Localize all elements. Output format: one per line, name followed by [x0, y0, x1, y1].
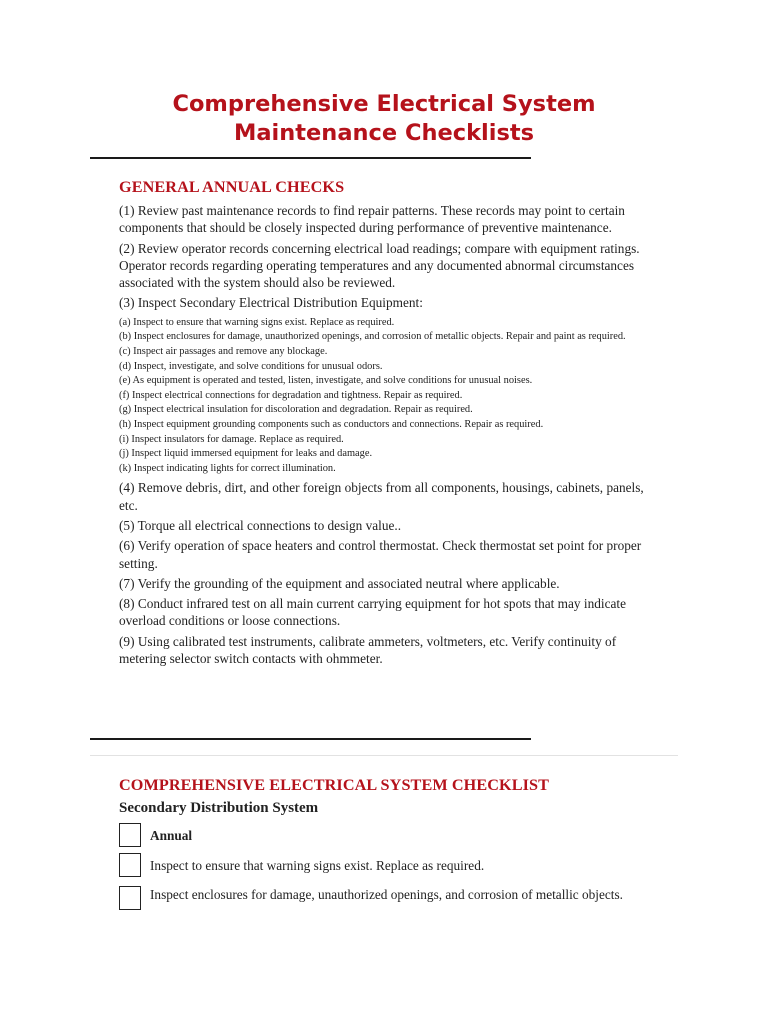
subitem-j: (j) Inspect liquid immersed equipment for leaks and damage. [119, 448, 373, 460]
title-line-1: Comprehensive Electrical System [172, 91, 596, 117]
subitem-i: (i) Inspect insulators for damage. Replace as required. [119, 433, 344, 445]
title-rule [90, 157, 531, 159]
subitem-e: (e) As equipment is operated and tested, listen, investigate, and solve conditions for unusual noises. [119, 375, 533, 387]
subitem-c: (c) Inspect air passages and remove any blockage. [119, 345, 328, 357]
checklist-label-annual: Annual [150, 828, 193, 843]
subitem-g: (g) Inspect electrical insulation for discoloration and degradation. Repair as required. [119, 404, 473, 416]
check-item-3-subitems [119, 316, 659, 477]
page-title [0, 90, 768, 148]
checkbox-annual[interactable] [119, 823, 141, 847]
general-annual-checks-list [119, 202, 659, 670]
subitem-d: (d) Inspect, investigate, and solve conditions for unusual odors. [119, 360, 383, 372]
check-item-4: (4) Remove debris, dirt, and other foreign objects from all components, housings, cabinets, panels, etc. [119, 480, 644, 513]
check-item-5: (5) Torque all electrical connections to design value.. [119, 517, 402, 533]
checklist-row-annual [119, 823, 639, 847]
check-item-6: (6) Verify operation of space heaters and control thermostat. Check thermostat set point for proper setting. [119, 538, 642, 571]
subheading-secondary-distribution: Secondary Distribution System [119, 800, 319, 816]
subitem-f: (f) Inspect electrical connections for degradation and tightness. Repair as required. [119, 389, 463, 401]
checklist-row-enclosures [119, 886, 639, 910]
section-heading-general-annual-checks: GENERAL ANNUAL CHECKS [119, 178, 345, 196]
section-divider [90, 755, 678, 756]
subitem-h: (h) Inspect equipment grounding components such as conductors and connections. Repair as required. [119, 418, 544, 430]
checklist-row-warning-signs [119, 853, 639, 877]
subitem-b: (b) Inspect enclosures for damage, unauthorized openings, and corrosion of metallic objects. Repair and paint as required. [119, 331, 626, 343]
section-end-rule [90, 738, 531, 740]
check-item-9: (9) Using calibrated test instruments, calibrate ammeters, voltmeters, etc. Verify continuity of metering selector switch contacts with ohmmeter. [119, 633, 617, 666]
check-item-3: (3) Inspect Secondary Electrical Distribution Equipment: [119, 295, 423, 311]
title-line-2: Maintenance Checklists [233, 120, 535, 146]
checkbox-warning-signs[interactable] [119, 853, 141, 877]
checklist-label-enclosures: Inspect enclosures for damage, unauthorized openings, and corrosion of metallic objects. [150, 887, 623, 902]
subitem-k: (k) Inspect indicating lights for correct illumination. [119, 462, 336, 474]
check-item-2: (2) Review operator records concerning electrical load readings; compare with equipment ratings. Operator records regarding operating temperatures and any documented abnormal circumstances associated with the system should also be reviewed. [119, 240, 640, 291]
check-item-8: (8) Conduct infrared test on all main current carrying equipment for hot spots that may indicate overload conditions or loose connections. [119, 596, 626, 629]
checklist-label-warning-signs: Inspect to ensure that warning signs exist. Replace as required. [150, 858, 485, 873]
subitem-a: (a) Inspect to ensure that warning signs exist. Replace as required. [119, 316, 395, 328]
check-item-7: (7) Verify the grounding of the equipment and associated neutral where applicable. [119, 575, 560, 591]
checkbox-enclosures[interactable] [119, 886, 141, 910]
check-item-1: (1) Review past maintenance records to find repair patterns. These records may point to certain components that should be closely inspected during performance of preventive maintenance. [119, 203, 625, 236]
section-heading-comprehensive-checklist: COMPREHENSIVE ELECTRICAL SYSTEM CHECKLIST [119, 776, 550, 794]
